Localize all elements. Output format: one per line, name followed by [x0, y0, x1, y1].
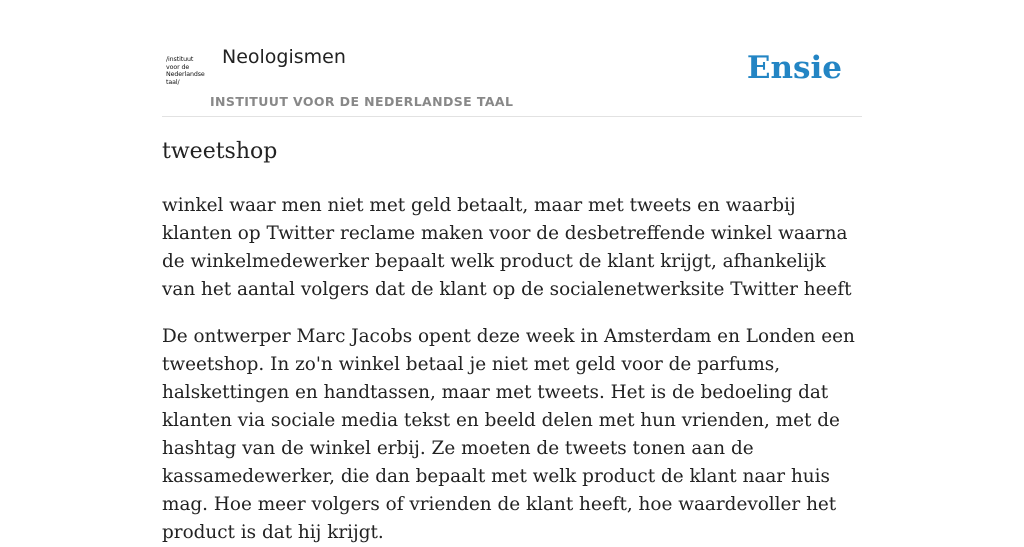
entry-definition: winkel waar men niet met geld betaalt, maar met tweets en waarbij klanten op Twitter reclame maken voor de desbetreffende winkel waarna de winkelmedewerker bepaalt welk product de klant krijgt, afhankelijk van het aantal volgers dat de klant op de socialenetwerksite Twitter heeft — [162, 195, 852, 300]
logo-line-3: Nederlandse — [166, 71, 205, 79]
header — [162, 40, 862, 117]
logo-line-4: taal/ — [166, 78, 180, 86]
site-title[interactable]: Neologismen — [222, 46, 346, 68]
ivdnt-logo[interactable] — [166, 56, 208, 90]
organization-name: INSTITUUT VOOR DE NEDERLANDSE TAAL — [210, 94, 514, 109]
logo-line-2: voor de — [166, 63, 190, 71]
ensie-brand-link[interactable]: Ensie — [746, 50, 842, 86]
entry-example: De ontwerper Marc Jacobs opent deze week in Amsterdam en Londen een tweetshop. In zo'n winkel betaal je niet met geld voor de parfums, halskettingen en handtassen, maar met tweets. Het is de bedoeling dat klanten via sociale media tekst en beeld delen met hun vrienden, met de hashtag van de winkel erbij. Ze moeten de tweets tonen aan de kassamedewerker, die dan bepaalt met welk product de klant naar huis mag. Hoe meer volgers of vrienden de klant heeft, hoe waardevoller het product is dat hij krijgt. — [162, 326, 855, 543]
logo-line-1: /instituut — [166, 56, 194, 63]
entry-term: tweetshop — [162, 139, 278, 164]
